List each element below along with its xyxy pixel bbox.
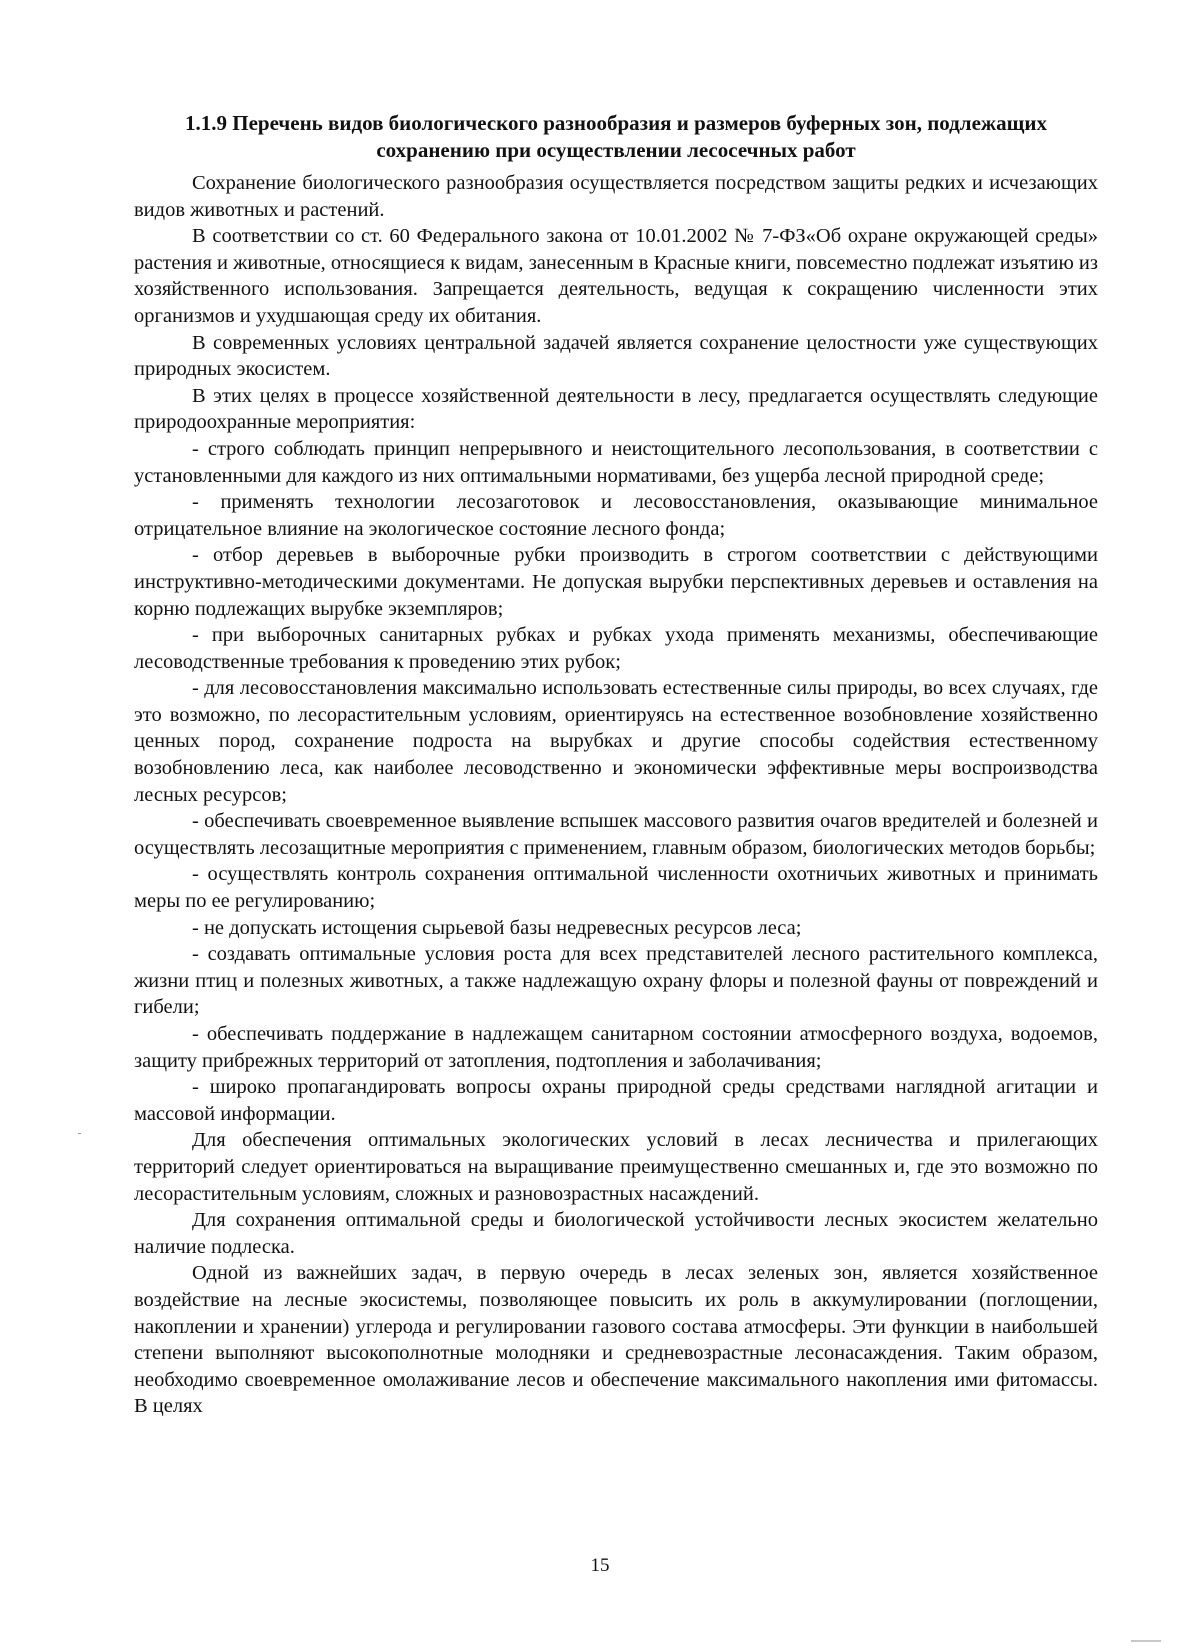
scan-artifact	[1131, 1640, 1161, 1642]
list-item: - для лесовосстановления максимально использовать естественные силы природы, во всех случаях, где это возможно, по лесорастительным условиям, ориентируясь на естественное возобновление хозяйственно ценных пород, сохранение подроста на вырубках и другие способы содействия естественному возобновлению леса, как наиболее лесоводственно и экономически эффективные меры воспроизводства лесных ресурсов;	[134, 677, 1098, 806]
paragraph: В соответствии со ст. 60 Федерального закона от 10.01.2002 № 7-ФЗ«Об охране окружающей среды» растения и животные, относящиеся к видам, занесенным в Красные книги, повсеместно подлежат изъятию из хозяйственного использования. Запрещается деятельность, ведущая к сокращению численности этих организмов и ухудшающая среду их обитания.	[134, 225, 1098, 327]
page-number: 15	[590, 1555, 610, 1576]
paragraph: В современных условиях центральной задачей является сохранение целостности уже существующих природных экосистем.	[134, 331, 1098, 381]
paragraph: Для сохранения оптимальной среды и биологической устойчивости лесных экосистем желательно наличие подлеска.	[134, 1209, 1098, 1258]
section-heading: 1.1.9 Перечень видов биологического разнообразия и размеров буферных зон, подлежащих сохранению при осуществлении лесосечных работ	[185, 111, 1047, 162]
paragraph: Для обеспечения оптимальных экологических условий в лесах лесничества и прилегающих территорий следует ориентироваться на выращивание преимущественно смешанных и, где это возможно по лесорастительным условиям, сложных и разновозрастных насаждений.	[134, 1129, 1098, 1205]
paragraph: Одной из важнейших задач, в первую очередь в лесах зеленых зон, является хозяйственное воздействие на лесные экосистемы, позволяющее повысить их роль в аккумулировании (поглощении, накоплении и хранении) углерода и регулировании газового состава атмосферы. Эти функции в наибольшей степени выполняют высокополнотные молодняки и средневозрастные лесонасаждения. Таким образом, необходимо своевременное омолаживание лесов и обеспечение максимального накопления ими фитомассы. В целях	[134, 1262, 1098, 1418]
list-item: - создавать оптимальные условия роста для всех представителей лесного растительного комплекса, жизни птиц и полезных животных, а также надлежащую охрану флоры и полезной фауны от повреждений и гибели;	[134, 943, 1098, 1019]
list-item: - при выборочных санитарных рубках и рубках ухода применять механизмы, обеспечивающие лесоводственные требования к проведению этих рубок;	[134, 624, 1098, 673]
list-item: - осуществлять контроль сохранения оптимальной численности охотничьих животных и принимать меры по ее регулированию;	[134, 863, 1098, 913]
list-item: - отбор деревьев в выборочные рубки производить в строгом соответствии с действующими инструктивно-методическими документами. Не допуская вырубки перспективных деревьев и оставления на корню подлежащих вырубке экземпляров;	[134, 544, 1098, 620]
paragraph: В этих целях в процессе хозяйственной деятельности в лесу, предлагается осуществлять следующие природоохранные мероприятия:	[134, 384, 1098, 434]
list-item: - применять технологии лесозаготовок и лесовосстановления, оказывающие минимальное отрицательное влияние на экологическое состояние лесного фонда;	[134, 491, 1098, 540]
paragraph: Сохранение биологического разнообразия осуществляется посредством защиты редких и исчезающих видов животных и растений.	[134, 172, 1098, 221]
list-item: - обеспечивать своевременное выявление вспышек массового развития очагов вредителей и болезней и осуществлять лесозащитные мероприятия с применением, главным образом, биологических методов борьбы;	[134, 810, 1098, 859]
scan-artifact	[78, 1133, 81, 1134]
body-text	[134, 170, 1098, 1420]
list-item: - не допускать истощения сырьевой базы недревесных ресурсов леса;	[192, 916, 802, 939]
list-item: - строго соблюдать принцип непрерывного и неистощительного лесопользования, в соответствии с установленными для каждого из них оптимальными нормативами, без ущерба лесной природной среде;	[134, 437, 1098, 487]
list-item: - обеспечивать поддержание в надлежащем санитарном состоянии атмосферного воздуха, водоемов, защиту прибрежных территорий от затопления, подтопления и заболачивания;	[134, 1023, 1098, 1072]
list-item: - широко пропагандировать вопросы охраны природной среды средствами наглядной агитации и массовой информации.	[134, 1076, 1098, 1125]
page-content	[134, 110, 1098, 1420]
